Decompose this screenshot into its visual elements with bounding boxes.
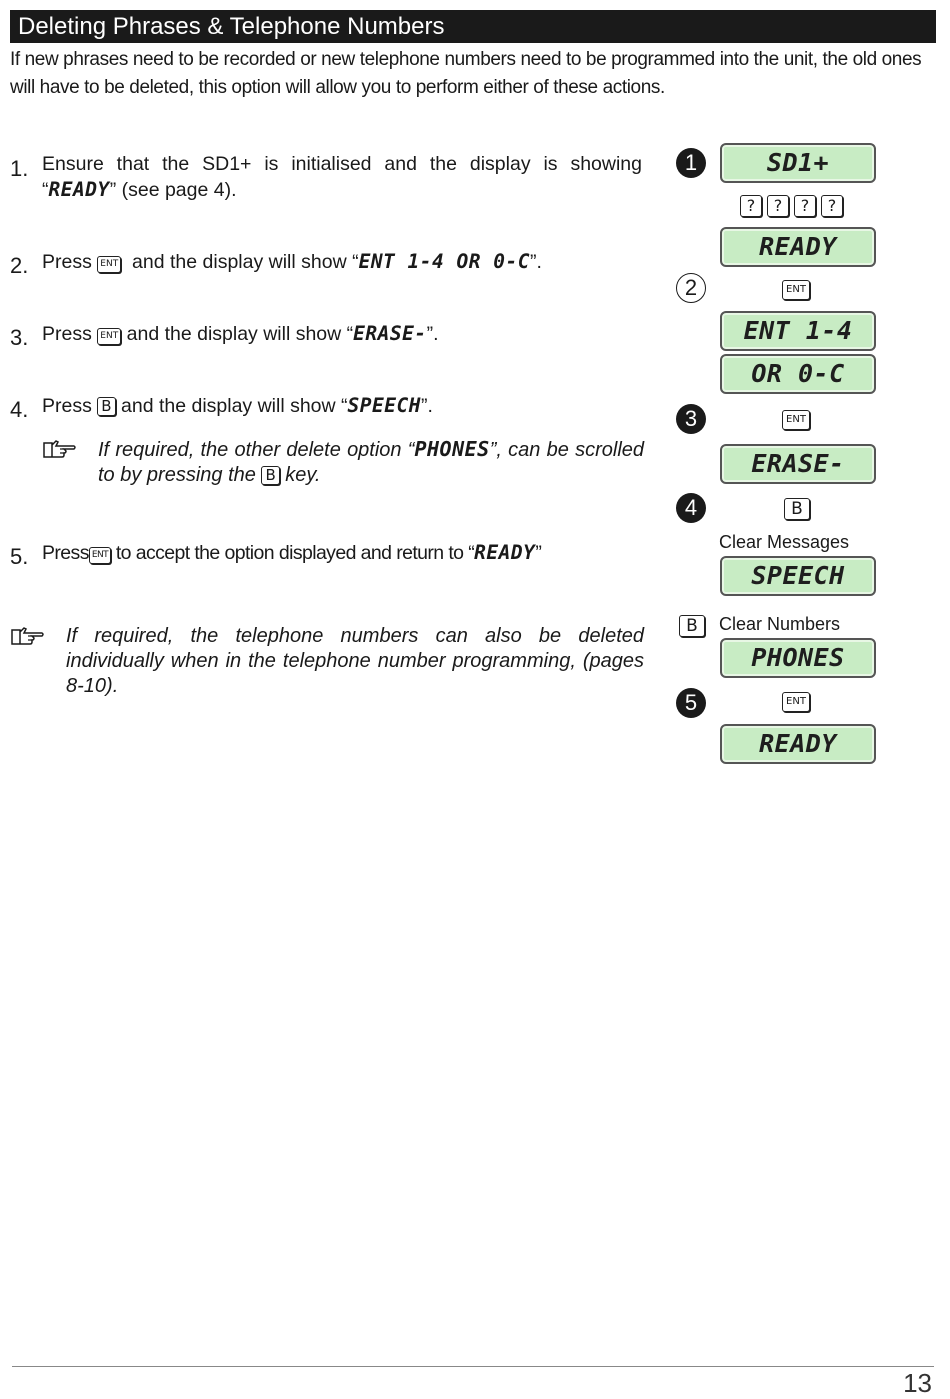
step-text-pre: Press	[42, 542, 89, 564]
lcd-text-ent: ENT 1-4 OR 0-C	[358, 250, 530, 273]
ent-key-icon: ENT	[782, 410, 810, 430]
ent-key-icon: ENT	[89, 547, 111, 564]
ent-key-icon: ENT	[782, 692, 810, 712]
step-text	[42, 249, 642, 275]
step-text-pre: Ensure that the SD1+ is initialised and the display is showing “	[42, 153, 642, 201]
b-key-icon: B	[261, 466, 279, 485]
step-text-mid: and the display will show “	[121, 395, 348, 417]
step-text-pre: Press	[42, 323, 92, 345]
step-text-post: ”.	[529, 251, 542, 273]
step-number: 4.	[10, 397, 29, 422]
lcd-text-ready: READY	[48, 178, 110, 201]
step-number: 3.	[10, 325, 29, 350]
step-text	[42, 540, 652, 566]
intro-paragraph: If new phrases need to be recorded or new telephone numbers need to be programmed into the unit, the old ones will have to be deleted, this option will allow you to perform either of these actions.	[10, 49, 922, 98]
lcd-text-speech: SPEECH	[347, 394, 421, 417]
bullet-3-icon: 3	[676, 404, 706, 434]
lcd-screen-phones: PHONES	[720, 638, 876, 678]
step-text-mid: to accept the option displayed and return to “	[115, 542, 475, 564]
lcd-screen-speech: SPEECH	[720, 556, 876, 596]
b-key-icon: B	[679, 615, 705, 637]
lcd-screen-ent: ENT 1-4	[720, 311, 876, 351]
lcd-text-phones: PHONES	[414, 437, 490, 461]
lcd-screen-sd1: SD1+	[720, 143, 876, 183]
lcd-text-ready: READY	[474, 541, 536, 564]
label-clear-messages: Clear Messages	[719, 532, 850, 552]
lcd-screen-ready-final: READY	[720, 724, 876, 764]
lcd-screen-ready: READY	[720, 227, 876, 267]
b-key-icon: B	[97, 397, 115, 416]
lcd-screen-erase: ERASE-	[720, 444, 876, 484]
ent-key-icon: ENT	[97, 328, 121, 345]
step-text	[42, 393, 642, 419]
note-text	[98, 437, 644, 488]
step-text-pre: Press	[42, 395, 92, 417]
lcd-screen-or: OR 0-C	[720, 354, 876, 394]
question-key-icon: ?	[740, 195, 762, 217]
step-text	[42, 321, 642, 347]
step-text-post: ”	[535, 542, 542, 564]
step-text	[42, 152, 642, 203]
bullet-1-icon: 1	[676, 148, 706, 178]
step-text-mid: and the display will show “	[126, 323, 354, 345]
label-clear-numbers: Clear Numbers	[719, 614, 841, 634]
note-text-post: key.	[285, 464, 321, 486]
step-number: 1.	[10, 156, 29, 181]
question-key-icon: ?	[821, 195, 843, 217]
section-heading: Deleting Phrases & Telephone Numbers	[10, 10, 936, 43]
step-text-mid: and the display will show “	[132, 251, 359, 273]
bullet-5-icon: 5	[676, 688, 706, 718]
ent-key-icon: ENT	[782, 280, 810, 300]
note-text-pre: If required, the other delete option “	[98, 439, 415, 461]
pointing-hand-icon	[42, 437, 78, 461]
step-text-post: ” (see page 4).	[109, 179, 237, 201]
ent-key-icon: ENT	[97, 256, 121, 273]
step-text-post: ”.	[426, 323, 439, 345]
step-text-post: ”.	[420, 395, 433, 417]
page-number: 13	[903, 1368, 932, 1398]
question-key-icon: ?	[767, 195, 789, 217]
footer-divider	[12, 1366, 934, 1367]
lcd-text-erase: ERASE-	[353, 322, 427, 345]
question-key-icon: ?	[794, 195, 816, 217]
bullet-4-icon: 4	[676, 493, 706, 523]
note-text-mid: ”, can be scrolled to by pressing the	[98, 439, 645, 486]
step-number: 2.	[10, 253, 29, 278]
step-number: 5.	[10, 544, 29, 569]
step-text-pre: Press	[42, 251, 92, 273]
b-key-icon: B	[784, 498, 810, 520]
pointing-hand-icon	[10, 624, 46, 648]
note-text: If required, the telephone numbers can also be deleted individually when in the telephone number programming, (pages 8-10).	[66, 625, 644, 697]
bullet-2-icon: 2	[676, 273, 706, 303]
